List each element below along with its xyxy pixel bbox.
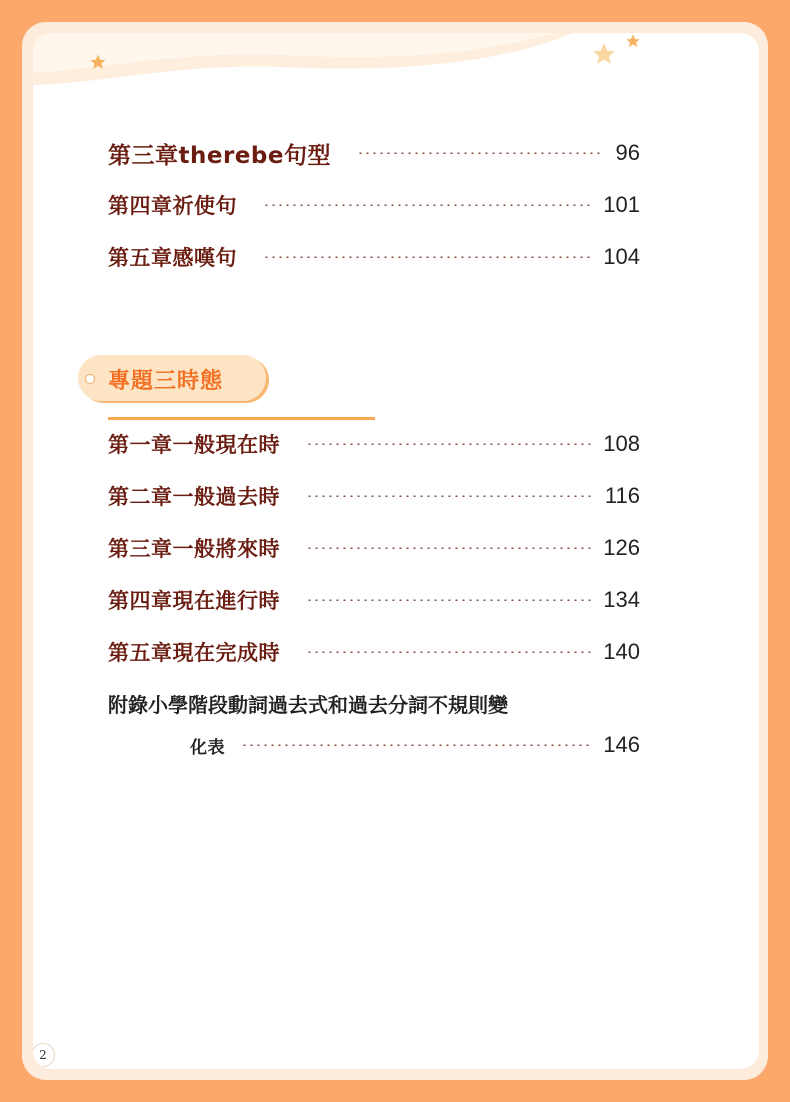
toc-entry-page: 134 xyxy=(603,587,640,612)
toc-entry-title: 第四章祈使句 xyxy=(108,194,237,218)
section-divider xyxy=(108,417,375,420)
toc-entry[interactable] xyxy=(108,584,640,616)
toc-entry-title: 第二章一般過去時 xyxy=(108,485,280,509)
toc-entry[interactable] xyxy=(108,636,640,668)
dot-leader xyxy=(306,443,591,445)
toc-entry-title: 第四章現在進行時 xyxy=(108,589,280,613)
toc-entry-title: 第五章感嘆句 xyxy=(108,246,237,270)
toc-entry[interactable] xyxy=(108,480,640,512)
dot-leader xyxy=(306,495,593,497)
toc-entry-title: 第五章現在完成時 xyxy=(108,641,280,665)
toc-entry[interactable] xyxy=(108,532,640,564)
toc-entry[interactable] xyxy=(108,428,640,460)
toc-entry-page: 146 xyxy=(603,732,640,757)
toc-entry-page: 140 xyxy=(603,639,640,664)
toc-entry-title: 第三章一般將來時 xyxy=(108,537,280,561)
star-icon xyxy=(89,53,107,71)
toc-entry-title: 第三章therebe句型 xyxy=(108,142,331,169)
section-heading: 專題三時態 xyxy=(108,369,224,394)
toc-entry-page: 116 xyxy=(604,483,640,508)
tag-hole-icon xyxy=(85,374,95,384)
toc-entry-page: 96 xyxy=(615,140,640,165)
dot-leader xyxy=(241,744,591,746)
section-heading-tag xyxy=(78,355,266,401)
toc-entry-page: 104 xyxy=(603,244,640,269)
dot-leader xyxy=(306,651,591,653)
appendix-title-line2: 化表 xyxy=(190,737,225,758)
toc-page xyxy=(33,33,759,1069)
star-icon xyxy=(591,41,617,67)
toc-entry[interactable] xyxy=(108,137,640,169)
appendix-title-line1[interactable]: 附錄小學階段動詞過去式和過去分詞不規則變 xyxy=(108,692,508,717)
toc-entry-page: 108 xyxy=(603,431,640,456)
top-wave-banner xyxy=(33,33,759,113)
toc-entry-title: 第一章一般現在時 xyxy=(108,433,280,457)
toc-entry-page: 126 xyxy=(603,535,640,560)
dot-leader xyxy=(306,547,591,549)
dot-leader xyxy=(306,599,591,601)
star-icon xyxy=(625,33,641,49)
toc-entry[interactable] xyxy=(190,729,640,761)
toc-entry[interactable] xyxy=(108,189,640,221)
dot-leader xyxy=(263,256,591,258)
dot-leader xyxy=(263,204,591,206)
toc-entry[interactable] xyxy=(108,241,640,273)
dot-leader xyxy=(357,152,604,154)
toc-entry-page: 101 xyxy=(603,192,640,217)
page-number: 2 xyxy=(33,1043,55,1067)
